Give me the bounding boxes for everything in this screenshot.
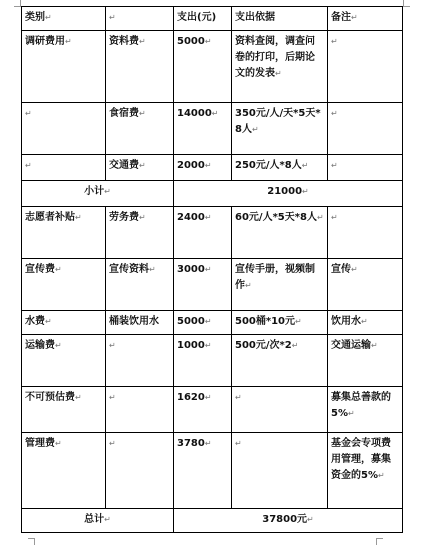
note-cell: 饮用水↵: [328, 311, 403, 335]
basis-cell: ↵: [232, 433, 328, 509]
category-cell: 调研费用↵: [22, 31, 106, 103]
amount-cell: 1620↵: [174, 387, 232, 433]
category-cell: ↵: [22, 155, 106, 181]
item-cell: 宣传资料↵: [106, 259, 174, 311]
page-corner-mark: [14, 0, 21, 7]
subtotal-row: [22, 181, 403, 207]
basis-cell: ↵: [232, 387, 328, 433]
item-cell: 资料费↵: [106, 31, 174, 103]
item-cell: 桶装饮用水: [106, 311, 174, 335]
note-cell: ↵: [328, 207, 403, 259]
header-cell: 类别↵: [22, 7, 106, 31]
amount-cell: 14000↵: [174, 103, 232, 155]
category-cell: 水费↵: [22, 311, 106, 335]
header-cell: 备注↵: [328, 7, 403, 31]
amount-cell: 5000↵: [174, 311, 232, 335]
table-row: [22, 103, 403, 155]
header-cell: 支出依据: [232, 7, 328, 31]
subtotal-label: 小计↵: [22, 181, 174, 207]
item-cell: 交通费↵: [106, 155, 174, 181]
total-row: [22, 509, 403, 533]
category-cell: 管理费↵: [22, 433, 106, 509]
total-label: 总计↵: [22, 509, 174, 533]
table-row: [22, 387, 403, 433]
category-cell: 不可预估费↵: [22, 387, 106, 433]
table-row: [22, 335, 403, 387]
basis-cell: 350元/人/天*5天*8人↵: [232, 103, 328, 155]
header-cell: 支出(元): [174, 7, 232, 31]
basis-cell: 资料查阅，调查问卷的打印，后期论文的发表↵: [232, 31, 328, 103]
amount-cell: 2400↵: [174, 207, 232, 259]
item-cell: 劳务费↵: [106, 207, 174, 259]
amount-cell: 3780↵: [174, 433, 232, 509]
item-cell: ↵: [106, 387, 174, 433]
page-corner-mark: [376, 538, 383, 545]
note-cell: ↵: [328, 103, 403, 155]
note-cell: 募集总善款的5%↵: [328, 387, 403, 433]
note-cell: 交通运输↵: [328, 335, 403, 387]
item-cell: 食宿费↵: [106, 103, 174, 155]
note-cell: ↵: [328, 31, 403, 103]
category-cell: ↵: [22, 103, 106, 155]
subtotal-value: 21000↵: [174, 181, 403, 207]
table-header-row: [22, 7, 403, 31]
category-cell: 宣传费↵: [22, 259, 106, 311]
total-value: 37800元↵: [174, 509, 403, 533]
amount-cell: 2000↵: [174, 155, 232, 181]
table-row: [22, 207, 403, 259]
item-cell: ↵: [106, 433, 174, 509]
budget-table: [21, 6, 403, 533]
header-cell: ↵: [106, 7, 174, 31]
note-cell: 基金会专项费用管理，募集资金的5%↵: [328, 433, 403, 509]
category-cell: 运输费↵: [22, 335, 106, 387]
basis-cell: 500桶*10元↵: [232, 311, 328, 335]
amount-cell: 3000↵: [174, 259, 232, 311]
amount-cell: 1000↵: [174, 335, 232, 387]
basis-cell: 250元/人*8人↵: [232, 155, 328, 181]
note-cell: 宣传↵: [328, 259, 403, 311]
table-row: [22, 31, 403, 103]
category-cell: 志愿者补贴↵: [22, 207, 106, 259]
basis-cell: 500元/次*2↵: [232, 335, 328, 387]
table-row: [22, 259, 403, 311]
table-row: [22, 311, 403, 335]
page-corner-mark: [403, 0, 410, 7]
table-row: [22, 155, 403, 181]
table-row: [22, 433, 403, 509]
basis-cell: 宣传手册，视频制作↵: [232, 259, 328, 311]
amount-cell: 5000↵: [174, 31, 232, 103]
item-cell: ↵: [106, 335, 174, 387]
note-cell: ↵: [328, 155, 403, 181]
basis-cell: 60元/人*5天*8人↵: [232, 207, 328, 259]
page-corner-mark: [28, 538, 35, 545]
